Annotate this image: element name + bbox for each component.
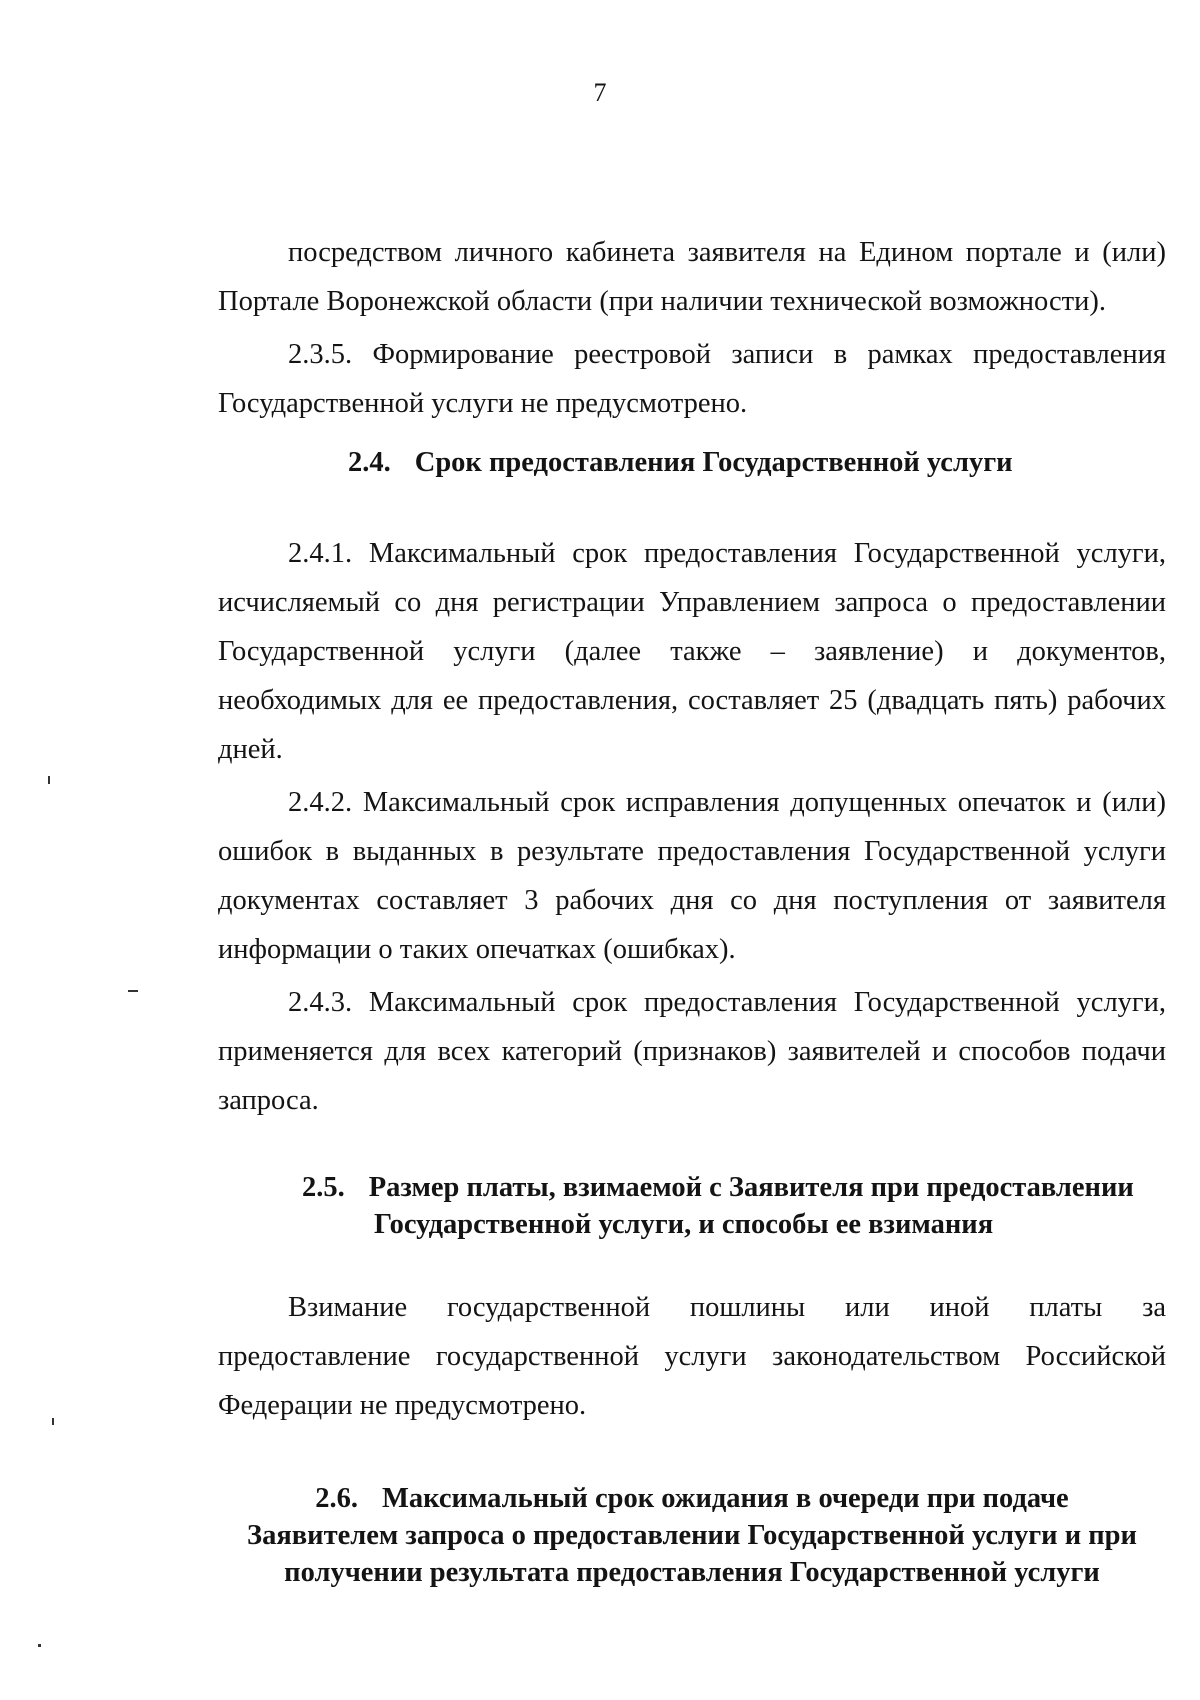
paragraph-2-4-1: 2.4.1. Максимальный срок предоставления Государственной услуги, исчисляемый со дня регистрации Управлением запроса о предоставлении Государственной услуги (далее также – заявление) и документов, необходимых для ее предоставления, составляет 25 (двадцать пять) рабочих дней. (218, 538, 1166, 765)
paragraph-2-3-4-continuation: посредством личного кабинета заявителя на Едином портале и (или) Портале Воронежской области (при наличии технической возможности). (218, 237, 1166, 317)
section-title-line-2: Государственной услуги, и способы ее взимания (374, 1209, 994, 1240)
paragraph-2-5-text: Взимание государственной пошлины или иной платы за предоставление государственной услуги законодательством Российской Федерации не предусмотрено. (218, 1292, 1166, 1421)
page-number: 7 (593, 78, 607, 107)
section-title-line-2: Заявителем запроса о предоставлении Государственной услуги и при (247, 1520, 1137, 1551)
section-heading-2-4 (218, 444, 1166, 481)
section-heading-2-6 (218, 1480, 1166, 1591)
scan-artifact (128, 990, 138, 992)
scan-artifact (52, 1418, 54, 1425)
section-title-line-3: получении результата предоставления Государственной услуги (284, 1557, 1100, 1588)
section-title: Срок предоставления Государственной услуги (414, 447, 1013, 478)
section-number: 2.4. (348, 447, 391, 478)
section-title-line-1: 2.6. Максимальный срок ожидания в очереди при подаче (315, 1483, 1069, 1514)
scan-artifact (48, 776, 50, 784)
section-number: 2.5. (302, 1172, 345, 1203)
paragraph-2-4-2: 2.4.2. Максимальный срок исправления допущенных опечаток и (или) ошибок в выданных в результате предоставления Государственной услуги документах составляет 3 рабочих дня со дня поступления от заявителя информации о таких опечатках (ошибках). (218, 787, 1166, 965)
section-heading-2-5 (218, 1169, 1166, 1243)
paragraph-2-3-5: 2.3.5. Формирование реестровой записи в рамках предоставления Государственной услуги не предусмотрено. (218, 339, 1166, 419)
document-body (218, 228, 1166, 1591)
scan-artifact (38, 1644, 41, 1647)
paragraph-2-4-3: 2.4.3. Максимальный срок предоставления Государственной услуги, применяется для всех категорий (признаков) заявителей и способов подачи запроса. (218, 987, 1166, 1116)
section-number: 2.6. (315, 1483, 359, 1514)
section-title-line-1: Размер платы, взимаемой с Заявителя при предоставлении (368, 1172, 1134, 1203)
